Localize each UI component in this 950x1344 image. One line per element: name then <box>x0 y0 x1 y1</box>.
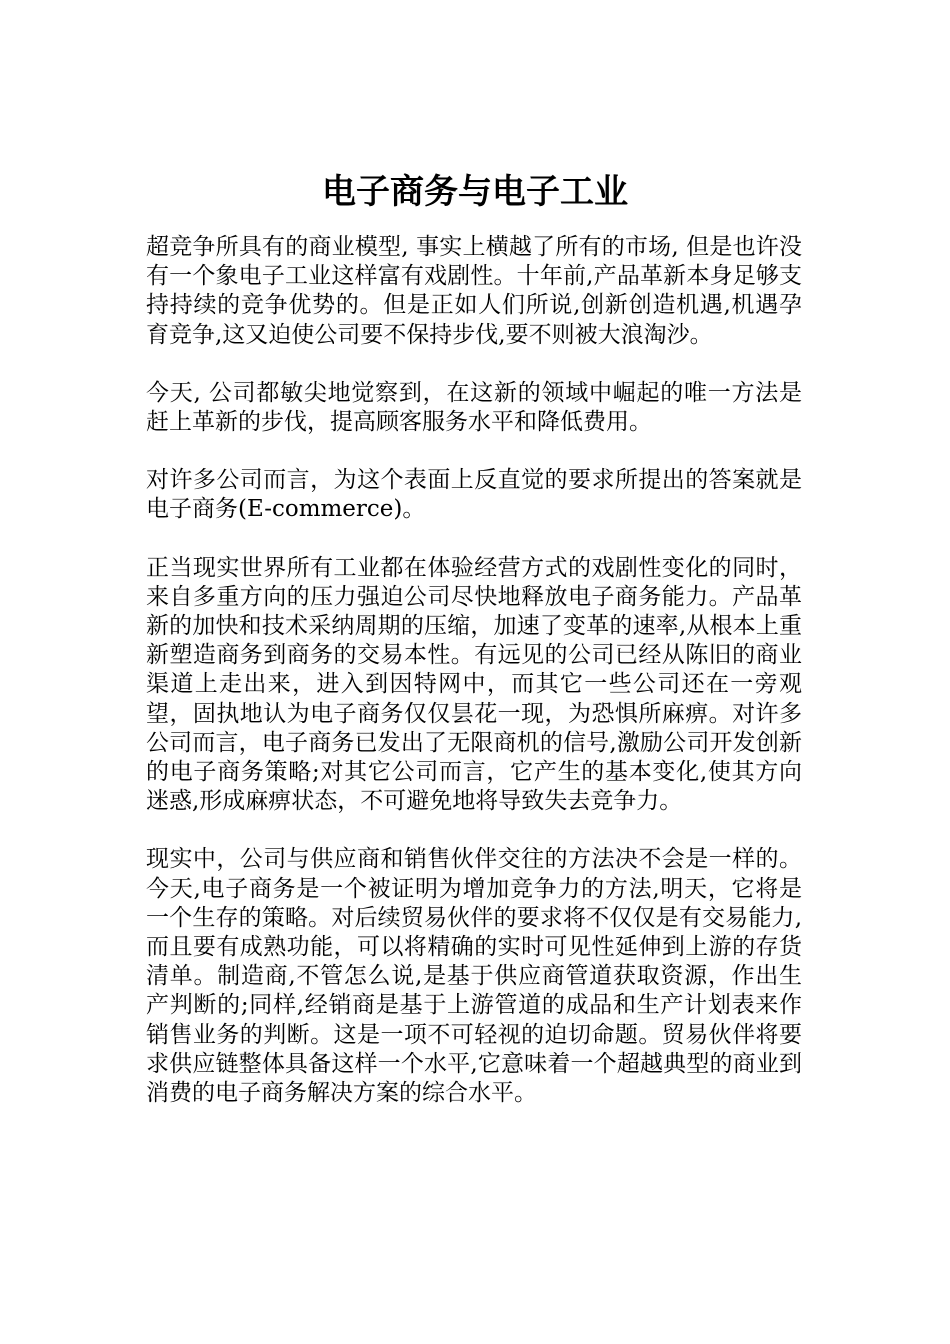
paragraph-4: 正当现实世界所有工业都在体验经营方式的戏剧性变化的同时，来自多重方向的压力强迫公司尽快地释放电子商务能力。产品革新的加快和技术采纳周期的压缩，加速了变革的速率,从根本上重新塑造商务到商务的交易本性。有远见的公司已经从陈旧的商业渠道上走出来，进入到因特网中，而其它一些公司还在一旁观望，固执地认为电子商务仅仅昙花一现，为恐惧所麻痹。对许多公司而言，电子商务已发出了无限商机的信号,激励公司开发创新的电子商务策略;对其它公司而言，它产生的基本变化,使其方向迷惑,形成麻痹状态，不可避免地将导致失去竞争力。 <box>146 554 802 815</box>
paragraph-5: 现实中，公司与供应商和销售伙伴交往的方法决不会是一样的。今天,电子商务是一个被证明为增加竞争力的方法,明天，它将是一个生存的策略。对后续贸易伙伴的要求将不仅仅是有交易能力,而且要有成熟功能，可以将精确的实时可见性延伸到上游的存货清单。制造商,不管怎么说,是基于供应商管道获取资源，作出生产判断的;同样,经销商是基于上游管道的成品和生产计划表来作销售业务的判断。这是一项不可轻视的迫切命题。贸易伙伴将要求供应链整体具备这样一个水平,它意味着一个超越典型的商业到消费的电子商务解决方案的综合水平。 <box>146 846 802 1107</box>
page-title: 电子商务与电子工业 <box>322 172 628 212</box>
paragraph-3: 对许多公司而言，为这个表面上反直觉的要求所提出的答案就是电子商务(E-commerce)。 <box>146 467 802 523</box>
paragraph-2: 今天, 公司都敏尖地觉察到，在这新的领域中崛起的唯一方法是赶上革新的步伐，提高顾客服务水平和降低费用。 <box>146 379 802 436</box>
paragraph-1: 超竞争所具有的商业模型, 事实上横越了所有的市场, 但是也许没有一个象电子工业这样富有戏剧性。十年前,产品革新本身足够支持持续的竞争优势的。但是正如人们所说,创新创造机遇,机遇孕育竞争,这又迫使公司要不保持步伐,要不则被大浪淘沙。 <box>146 234 802 348</box>
document-body <box>146 233 802 1137</box>
